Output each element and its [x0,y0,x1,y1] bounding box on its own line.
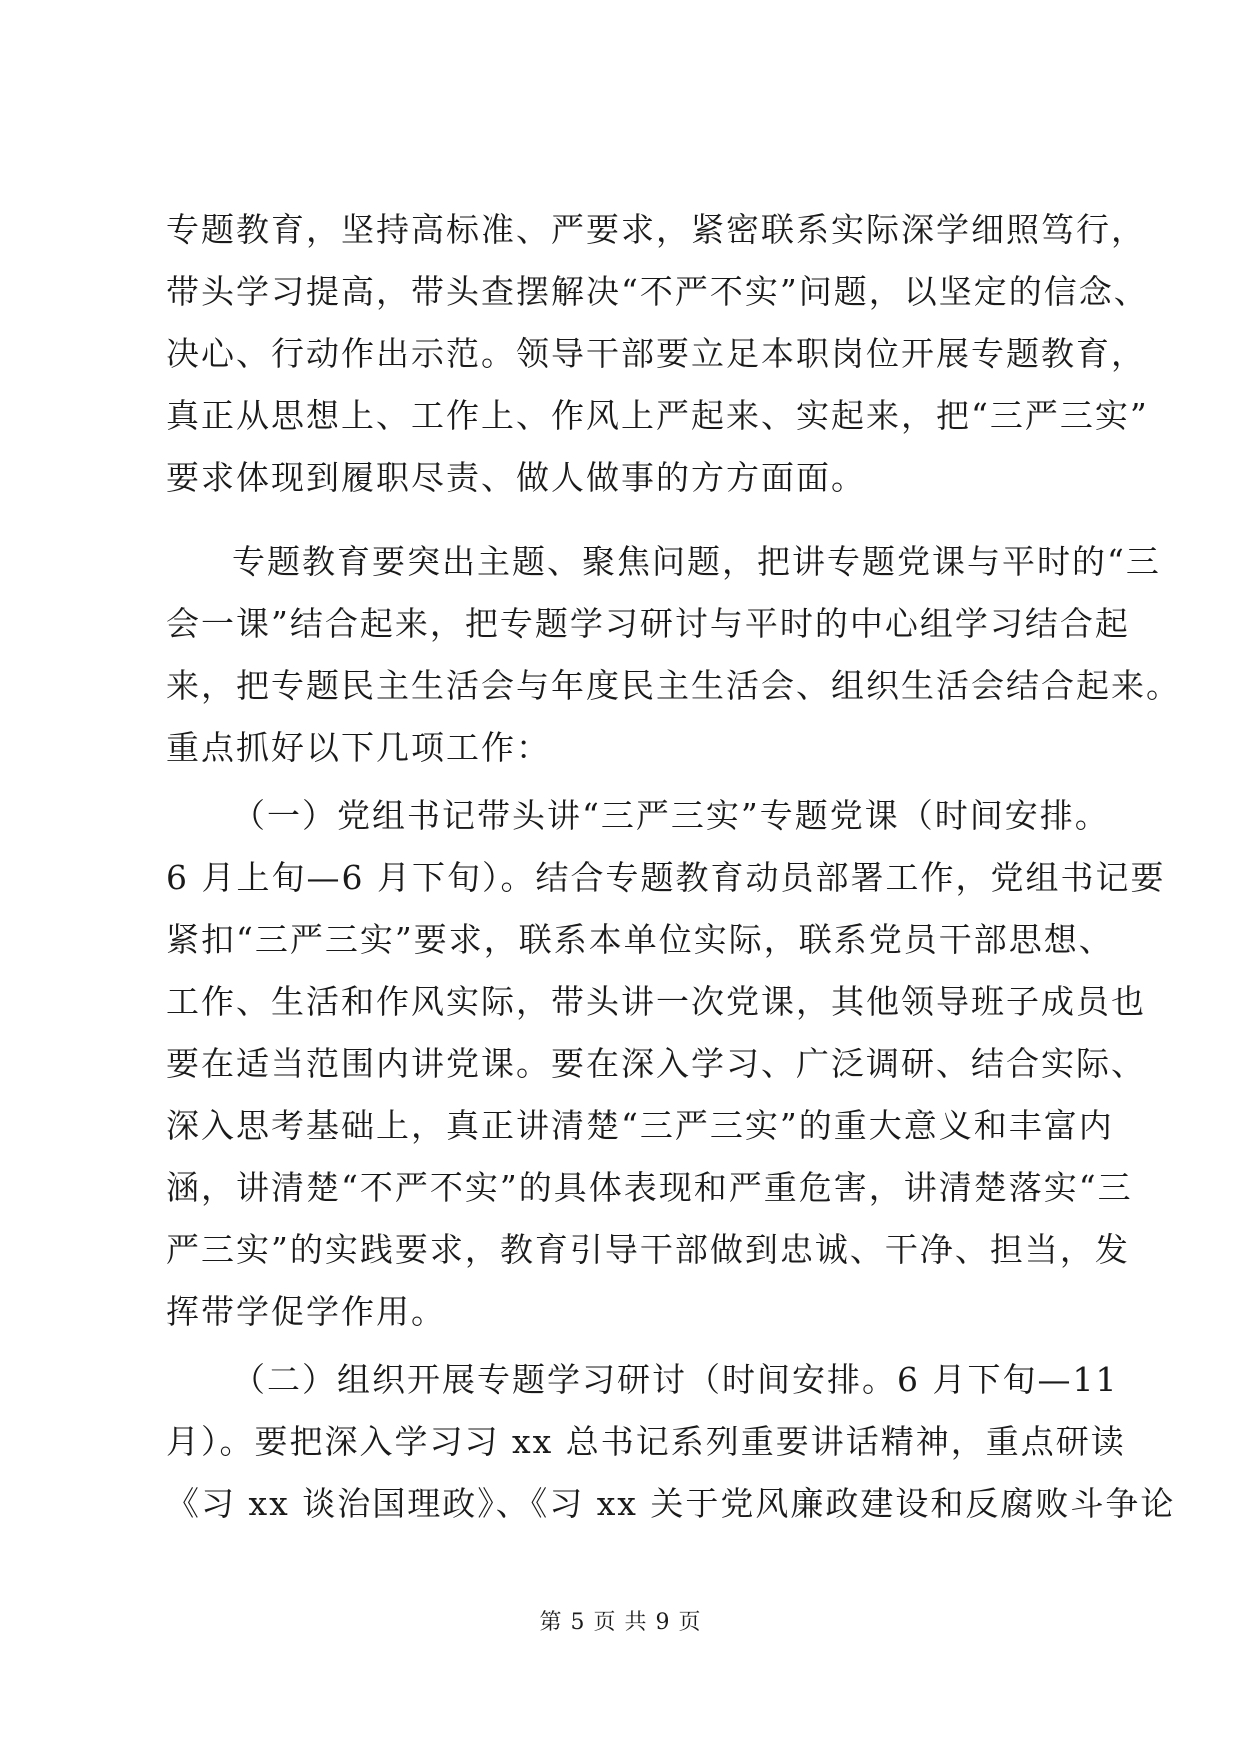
text-line: 要求体现到履职尽责、做人做事的方方面面。 [166,458,866,497]
text-line: 《习 xx 谈治国理政》、《习 xx 关于党风廉政建设和反腐败斗争论 [166,1484,1176,1523]
text-line: 严三实”的实践要求，教育引导干部做到忠诚、干净、担当，发 [166,1230,1130,1269]
text-line: 挥带学促学作用。 [166,1292,446,1331]
section-heading-2: （二）组织开展专题学习研讨（时间安排。6 月下旬—11 [232,1360,1119,1399]
text-line: 来，把专题民主生活会与年度民主生活会、组织生活会结合起来。 [166,666,1181,705]
text-line: 涵，讲清楚“不严不实”的具体表现和严重危害，讲清楚落实“三 [166,1168,1133,1207]
page-number-footer: 第 5 页 共 9 页 [539,1610,702,1635]
text-line: 真正从思想上、工作上、作风上严起来、实起来，把“三严三实” [166,396,1149,435]
text-line: 会一课”结合起来，把专题学习研讨与平时的中心组学习结合起 [166,604,1130,643]
text-line: 带头学习提高，带头查摆解决“不严不实”问题，以坚定的信念、 [166,272,1149,311]
text-line: 专题教育，坚持高标准、严要求，紧密联系实际深学细照笃行， [166,210,1146,249]
paragraph-first-line: 专题教育要突出主题、聚焦问题，把讲专题党课与平时的“三 [232,542,1161,581]
text-line: 月）。要把深入学习习 xx 总书记系列重要讲话精神，重点研读 [166,1422,1126,1461]
text-line: 深入思考基础上，真正讲清楚“三严三实”的重大意义和丰富内 [166,1106,1114,1145]
text-line: 紧扣“三严三实”要求，联系本单位实际，联系党员干部思想、 [166,920,1114,959]
text-line: 要在适当范围内讲党课。要在深入学习、广泛调研、结合实际、 [166,1044,1146,1083]
text-line: 重点抓好以下几项工作： [166,728,551,767]
text-line: 6 月上旬—6 月下旬）。结合专题教育动员部署工作，党组书记要 [166,858,1166,897]
section-heading-1: （一）党组书记带头讲“三严三实”专题党课（时间安排。 [232,796,1110,835]
text-line: 决心、行动作出示范。领导干部要立足本职岗位开展专题教育， [166,334,1146,373]
text-line: 工作、生活和作风实际，带头讲一次党课，其他领导班子成员也 [166,982,1146,1021]
